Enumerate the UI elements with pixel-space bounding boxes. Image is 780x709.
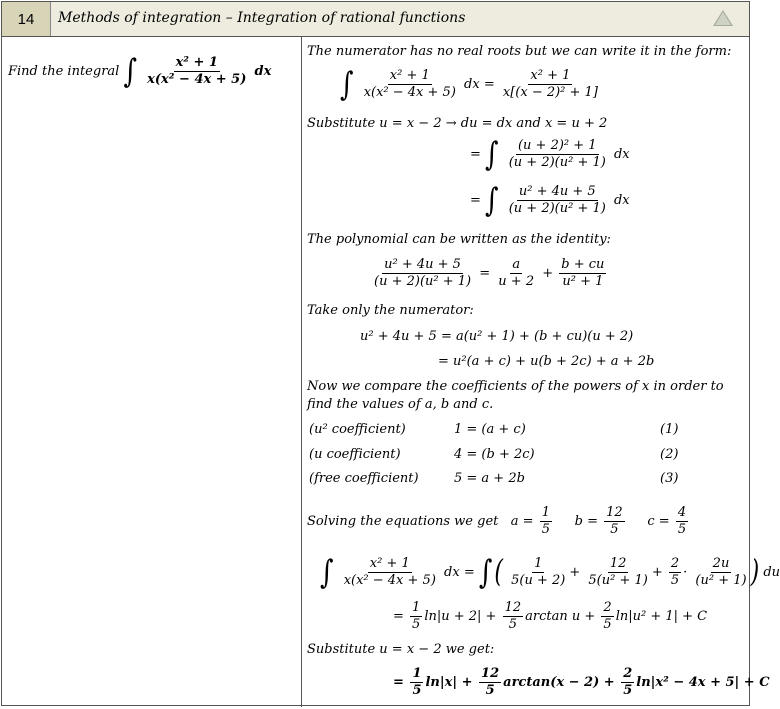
integral-sign: ∫ [485,135,499,174]
numerator: x² + 1 [389,68,430,83]
step-identity: The polynomial can be written as the identity: [307,232,611,247]
numerator: 2u [712,556,730,571]
solution-line [307,505,690,538]
coef-ref-1: (1) [660,422,679,437]
header-bar [2,2,749,37]
numerator-line-2: = u²(a + c) + u(b + 2c) + a + 2b [438,354,655,369]
numerator: (u + 2)² + 1 [517,138,597,153]
numerator: 1 [412,666,422,681]
integral-sign: ∫ [478,553,493,592]
numerator: x² + 1 [175,55,218,70]
denominator: x(x² − 4x + 5) [343,573,436,588]
denominator: 5 [677,522,687,537]
denominator: 5 [485,683,495,698]
step-numerator: Take only the numerator: [307,303,474,318]
sol-b: b = [574,514,598,529]
numerator: b + cu [561,257,605,272]
equation-3: = ∫ $\frac{\text{u² + 4u + 5}}{\text{(u + 2)(u² + 1)}}$ dx [470,181,630,220]
triangle-up-icon[interactable] [713,10,733,26]
coef-ref-2: (2) [660,447,679,462]
term-b: arctan u + [525,609,596,624]
integral-sign: ∫ [123,52,138,91]
numerator: x² + 1 [530,68,571,83]
numerator: 12 [504,600,522,615]
problem-fraction [145,55,248,88]
denominator: 5 [623,683,633,698]
step-intro: The numerator has no real roots but we can write it in the form: [307,44,732,59]
item-number: 14 [2,2,51,36]
du: du [763,565,780,580]
numerator: a [512,257,521,272]
coef-ref-3: (3) [660,471,679,486]
integral-sign: ∫ [340,65,354,104]
final-term-b: arctan(x − 2) + [503,675,615,690]
equation-2: = ∫ $\frac{\text{(u + 2)² + 1}}{\text{(u + 2)(u² + 1)}}$ dx [470,135,630,174]
final-integral-2: = $\frac{1}{5}$ ln|u + 2| + $\frac{12}{5}$ arctan u + $\frac{2}{5}$ ln|u² + 1| + C [393,600,708,632]
final-term-a: ln|x| + [425,675,473,690]
dx: dx [254,64,272,79]
term-a: ln|u + 2| + [424,609,497,624]
numerator: 2 [670,556,680,571]
denominator: u + 2 [498,274,535,289]
eq-mid: dx = [464,77,495,92]
denominator: x(x² − 4x + 5) [363,85,456,100]
substitute-back: Substitute u = x − 2 we get: [307,642,495,657]
term-c: ln|u² + 1| + C [615,609,708,624]
final-answer: = $\frac{1}{5}$ ln|x| + $\frac{12}{5}$ arctan(x − 2) + $\frac{2}{5}$ ln|x² − 4x + 5| + C [393,666,770,698]
numerator: 12 [609,556,627,571]
numerator: 2 [603,600,612,615]
final-integral-1: ∫ $\frac{\text{x² + 1}}{\text{x(x² − 4x + 5)}}$ dx = ∫( $\frac{1}{5(u + 2)}$ + $\frac{12}{\text{5(u² + 1)}}$ + $\frac{2}{5}$ · $\frac{2u}{\text{(u² + 1)}}$ ) du [320,553,780,592]
coef-label-2: (u coefficient) [309,447,401,462]
coef-eq-1: 1 = (a + c) [454,422,526,437]
final-term-c: ln|x² − 4x + 5| + C [636,675,770,690]
coef-label-1: (u² coefficient) [309,422,406,437]
integral-sign: ∫ [485,181,499,220]
denominator: x[(x − 2)² + 1] [502,85,598,100]
denominator: (u² + 1) [695,573,747,588]
denominator: (u + 2)(u² + 1) [508,155,606,170]
numerator: u² + 4u + 5 [518,184,596,199]
denominator: 5 [610,522,619,537]
prompt-text: Find the integral [8,64,120,79]
integral-sign: ∫ [320,553,334,592]
numerator: u² + 4u + 5 [384,257,461,272]
dx-eq: dx = [444,565,475,580]
identity-equation: $\frac{\text{u² + 4u + 5}}{\text{(u + 2)(u² + 1)}}$ = $\frac{a}{u + 2}$ + $\frac{b + cu}{\text{u² + 1}}$ [374,257,605,289]
denominator: 5 [508,617,517,632]
denominator: 5 [670,573,680,588]
denominator: 5(u² + 1) [588,573,648,588]
page-title: Methods of integration – Integration of rational functions [58,10,466,26]
coef-label-3: (free coefficient) [309,471,419,486]
sol-a: a = [510,514,534,529]
coef-eq-2: 4 = (b + 2c) [454,447,535,462]
denominator: 5 [412,683,422,698]
problem-statement [8,52,272,91]
step-compare-1: Now we compare the coefficients of the powers of x in order to [307,379,724,394]
numerator: 2 [623,666,633,681]
sol-c: c = [647,514,670,529]
solve-text: Solving the equations we get [307,514,499,529]
denominator: u² + 1 [562,274,604,289]
denominator: 5(u + 2) [511,573,566,588]
numerator: 1 [412,600,421,615]
coef-eq-3: 5 = a + 2b [454,471,525,486]
substitution-line: Substitute u = x − 2 → du = dx and x = u + 2 [307,116,608,131]
numerator-line-1: u² + 4u + 5 = a(u² + 1) + (b + cu)(u + 2) [360,329,634,344]
denominator: (u + 2)(u² + 1) [374,274,472,289]
step-compare-2: find the values of a, b and c. [307,397,494,412]
numerator: 4 [677,505,687,520]
equation-1 [340,65,602,104]
numerator: 12 [481,666,500,681]
numerator: 1 [534,556,543,571]
denominator: x(x² − 4x + 5) [147,72,247,87]
numerator: 1 [541,505,550,520]
denominator: (u + 2)(u² + 1) [508,201,606,216]
denominator: 5 [603,617,612,632]
numerator: 12 [606,505,623,520]
denominator: 5 [541,522,550,537]
numerator: x² + 1 [369,556,410,571]
column-divider [301,36,302,707]
denominator: 5 [412,617,421,632]
